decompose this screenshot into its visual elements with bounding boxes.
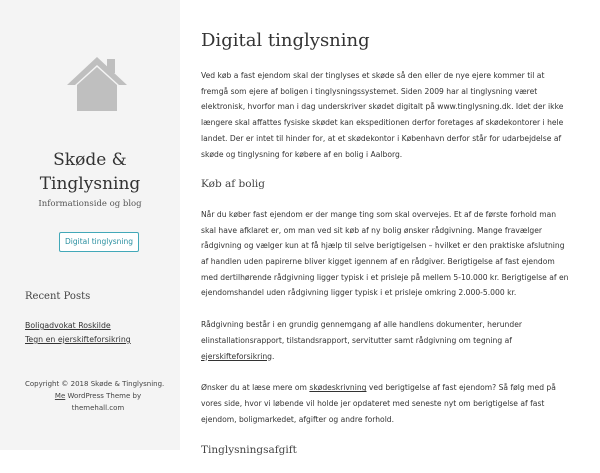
theme-author: themehall.com — [71, 404, 125, 412]
section-heading-tinglysningsafgift: Tinglysningsafgift — [201, 444, 297, 457]
paragraph-text-end: ved berigtigelse af fast ejendom? Så følg med på vores side, hvor vi løbende vil holde jer opdateret med seneste nyt om berigtigelse af fast ejendom, boligmarkedet, afgifter og andre forhold. — [201, 383, 556, 424]
recent-posts-heading: Recent Posts — [25, 291, 91, 302]
sidebar — [0, 0, 180, 450]
me-link[interactable]: Me — [54, 392, 66, 400]
intro-paragraph: Ved køb a fast ejendom skal der tinglyses et skøde så den eller de nye ejere kommer til at fremgå som ejere af boligen i tinglysningssystemet. Siden 2009 har al tinglysning været elektronisk, hvorfor man i dag underskriver skødet digitalt på www.tinglysning.dk. Idet der ikke længere skal affattes fysiske skødet kan ekspeditionen derfor foretages af skødekontorer i hele landet. Der er intet til hinder for, at et skødekontor i København derfor står for udarbejdelse af skøde og tinglysning for købere af en bolig i Aalborg. — [201, 71, 564, 159]
page-title: Digital tinglysning — [201, 30, 370, 51]
paragraph-text-end: . — [272, 351, 275, 361]
ejerskifteforsikring-link[interactable]: ejerskifteforsikring — [201, 351, 272, 361]
house-icon[interactable] — [65, 55, 129, 113]
site-description: Informationside og blog — [38, 199, 142, 209]
paragraph — [201, 380, 573, 427]
skoedeskrivning-link[interactable]: skødeskrivning — [309, 383, 367, 393]
paragraph-text: Ønsker du at læse mere om — [201, 383, 310, 393]
theme-text: WordPress Theme by — [65, 392, 142, 400]
section-heading-koeb-af-bolig: Køb af bolig — [201, 178, 266, 191]
recent-post-link[interactable]: Boligadvokat Roskilde — [25, 321, 111, 330]
article-body — [201, 68, 573, 473]
site-title-line1[interactable]: Skøde & — [53, 150, 127, 170]
copyright-text: Copyright © 2018 Skøde & Tinglysning. — [25, 380, 165, 388]
paragraph-text: Rådgivning består i en grundig gennemgang af alle handlens dokumenter, herunder elinstallationsrapport, tilstandsrapport, servitutter samt rådgivning om tegning af — [201, 320, 522, 345]
site-title[interactable] — [0, 148, 180, 196]
site-title-line2[interactable]: Tinglysning — [39, 174, 141, 194]
recent-posts-list — [25, 319, 131, 347]
theme-credit — [43, 390, 153, 414]
recent-post-link[interactable]: Tegn en ejerskifteforsikring — [25, 335, 131, 344]
nav-button-digital-tinglysning[interactable]: Digital tinglysning — [59, 232, 139, 252]
paragraph: Når du køber fast ejendom er der mange ting som skal overvejes. Et af de første forhold man skal have afklaret er, om man ved sit køb af ny bolig ønsker rådgivning. Mange fravælger rådgivning og vælger kun at få hjælp til selve berigtigelsen – hvilket er den praktiske afslutning af handlen uden papirerne bliver kigget igennem af en rådgiver. Berigtigelse af fast ejendom med dertilhørende rådgivning ligger typisk i et prisleje på mellem 5-10.000 kr. Berigtigelse af en ejendomshandel uden rådgivning ligger typisk i et prisleje omkring 2.000-5.000 kr. — [201, 209, 569, 298]
site-footer — [25, 378, 175, 414]
paragraph — [201, 317, 573, 364]
